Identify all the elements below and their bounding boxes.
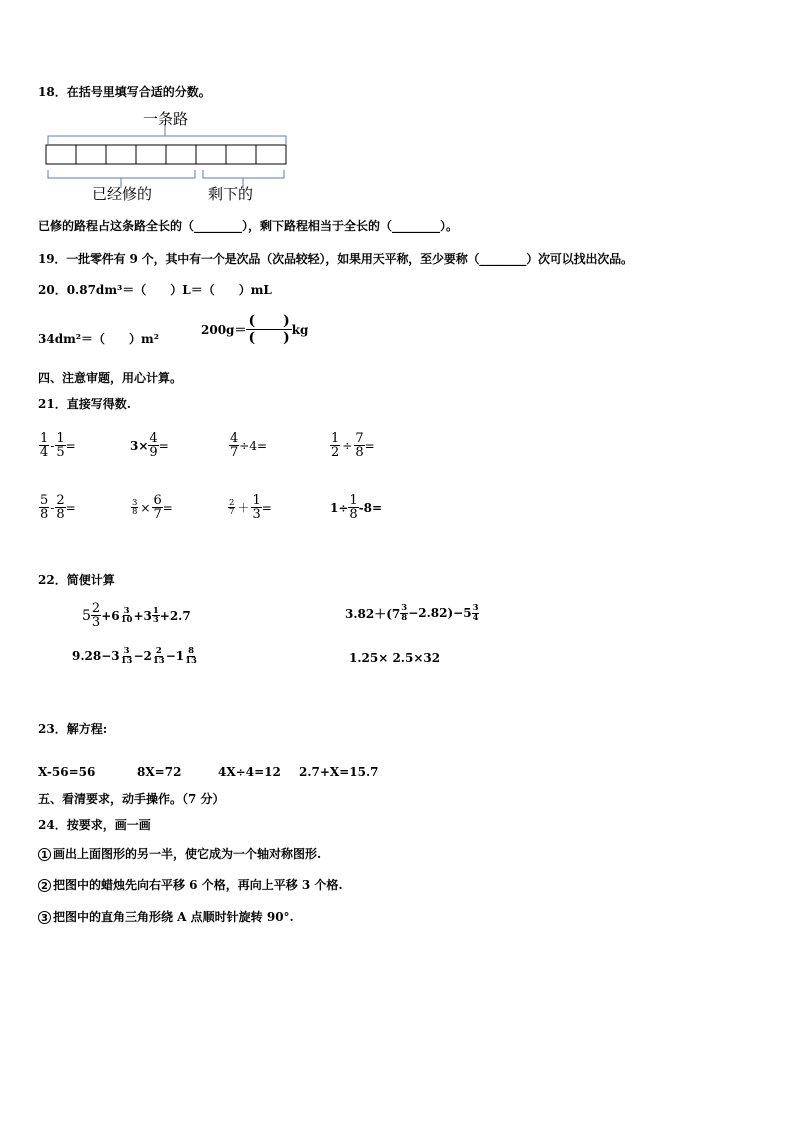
q20-prefix: 200g＝: [201, 323, 247, 337]
q23-eq-1: X-56=56: [38, 765, 96, 779]
q20-frac-num: ( ): [248, 313, 290, 329]
q18-sentence: 已修的路程占这条路全长的（________），剩下路程相当于全长的（________）。: [38, 219, 459, 233]
q22-e3-frac-1: $\frac{3}{13}$: [120, 646, 133, 666]
road-diagram: [40, 104, 292, 204]
section4-title: 四、注意审题，用心计算。: [38, 371, 183, 385]
q20-fraction: [246, 314, 291, 345]
q21-5-frac-b: $\frac{2}{8}$: [56, 493, 65, 522]
q24-title: 24．按要求，画一画: [38, 818, 151, 832]
q21-3-frac-a: $\frac{4}{7}$: [230, 431, 239, 460]
road-brace-svg: [40, 104, 292, 204]
q21-item-7: $\frac{2}{7}$ ＋ $\frac{1}{3}$ =: [229, 493, 272, 522]
q20-line1: 20．0.87dm³＝（ ）L＝（ ）mL: [38, 283, 272, 297]
q21-item-8: 1÷ $\frac{1}{8}$ -8=: [330, 493, 383, 522]
circled-number-1: 1: [38, 848, 51, 861]
q22-e1-frac-3: $\frac{1}{3}$: [152, 605, 159, 625]
q21-1-frac-a: $\frac{1}{4}$: [40, 431, 49, 460]
road-right-label: 剩下的: [208, 185, 254, 203]
circled-number-2: 2: [38, 879, 51, 892]
q22-expr-1: 5 $\frac{2}{3}$ +6 $\frac{3}{10}$ +3 $\frac{1}{3}$ +2.7: [82, 601, 191, 630]
q22-expr-3: 9.28−3 $\frac{3}{13}$ −2 $\frac{2}{13}$ −1 $\frac{8}{13}$: [72, 646, 197, 666]
q22-expr-4: 1.25× 2.5×32: [349, 651, 441, 665]
q22-e2-frac-1: $\frac{3}{8}$: [401, 603, 408, 623]
q21-7-frac-b: $\frac{1}{3}$: [252, 493, 261, 522]
q21-5-frac-a: $\frac{5}{8}$: [40, 493, 49, 522]
q23-eq-2: 8X=72: [137, 765, 182, 779]
q21-item-1: $\frac{1}{4}$ - $\frac{1}{5}$ =: [40, 431, 76, 460]
q20-line2-b: [201, 314, 308, 345]
q21-2-frac-b: $\frac{4}{9}$: [149, 431, 158, 460]
q19-text: 19．一批零件有 9 个，其中有一个是次品（次品较轻），如果用天平称，至少要称（________）次可以找出次品。: [38, 252, 633, 266]
q23-title: 23．解方程:: [38, 722, 108, 736]
q22-title: 22．简便计算: [38, 573, 115, 587]
road-left-label: 已经修的: [92, 185, 153, 203]
q24-item-3: 3 把图中的直角三角形绕 A 点顺时针旋转 90°.: [38, 910, 294, 924]
q22-e3-frac-3: $\frac{8}{13}$: [185, 646, 197, 666]
q21-1-frac-b: $\frac{1}{5}$: [56, 431, 65, 460]
q20-suffix: kg: [291, 322, 309, 337]
q20-line2-a: 34dm²＝（ ）m²: [38, 332, 159, 346]
q22-e1-frac-2: $\frac{3}{10}$: [120, 605, 133, 625]
circled-number-3: 3: [38, 911, 51, 924]
q22-expr-2: 3.82＋(7 $\frac{3}{8}$ −2.82)−5 $\frac{3}{4}$: [345, 603, 479, 623]
q21-item-2: 3× $\frac{4}{9}$ =: [130, 431, 169, 460]
q21-6-frac-b: $\frac{6}{7}$: [153, 493, 162, 522]
q21-item-3: $\frac{4}{7}$ ÷4=: [230, 431, 268, 460]
q18-title: 18．在括号里填写合适的分数。: [38, 85, 211, 99]
q21-7-frac-a: $\frac{2}{7}$: [229, 497, 235, 517]
q21-4-frac-a: $\frac{1}{2}$: [331, 431, 340, 460]
q22-e3-frac-2: $\frac{2}{13}$: [152, 646, 165, 666]
q21-8-frac-b: $\frac{1}{8}$: [349, 493, 358, 522]
q23-eq-4: 2.7+X=15.7: [299, 765, 379, 779]
q21-4-frac-b: $\frac{7}{8}$: [355, 431, 364, 460]
road-top-label: 一条路: [143, 110, 189, 128]
section5-title: 五、看清要求，动手操作。（7 分）: [38, 792, 225, 806]
q20-frac-den: ( ): [248, 330, 290, 346]
q22-e2-frac-2: $\frac{3}{4}$: [472, 603, 479, 623]
q21-item-5: $\frac{5}{8}$ - $\frac{2}{8}$ =: [40, 493, 76, 522]
q21-item-4: $\frac{1}{2}$ ÷ $\frac{7}{8}$ =: [331, 431, 375, 460]
q21-item-6: $\frac{3}{8}$ × $\frac{6}{7}$ =: [132, 493, 173, 522]
q23-eq-3: 4X÷4=12: [218, 765, 281, 779]
q21-6-frac-a: $\frac{3}{8}$: [132, 497, 138, 517]
q21-title: 21．直接写得数.: [38, 397, 131, 411]
q24-item-1: 1 画出上面图形的另一半，使它成为一个轴对称图形.: [38, 847, 321, 861]
q24-item-2: 2 把图中的蜡烛先向右平移 6 个格，再向上平移 3 个格.: [38, 878, 343, 892]
q22-e1-frac-1: $\frac{2}{3}$: [91, 601, 101, 630]
